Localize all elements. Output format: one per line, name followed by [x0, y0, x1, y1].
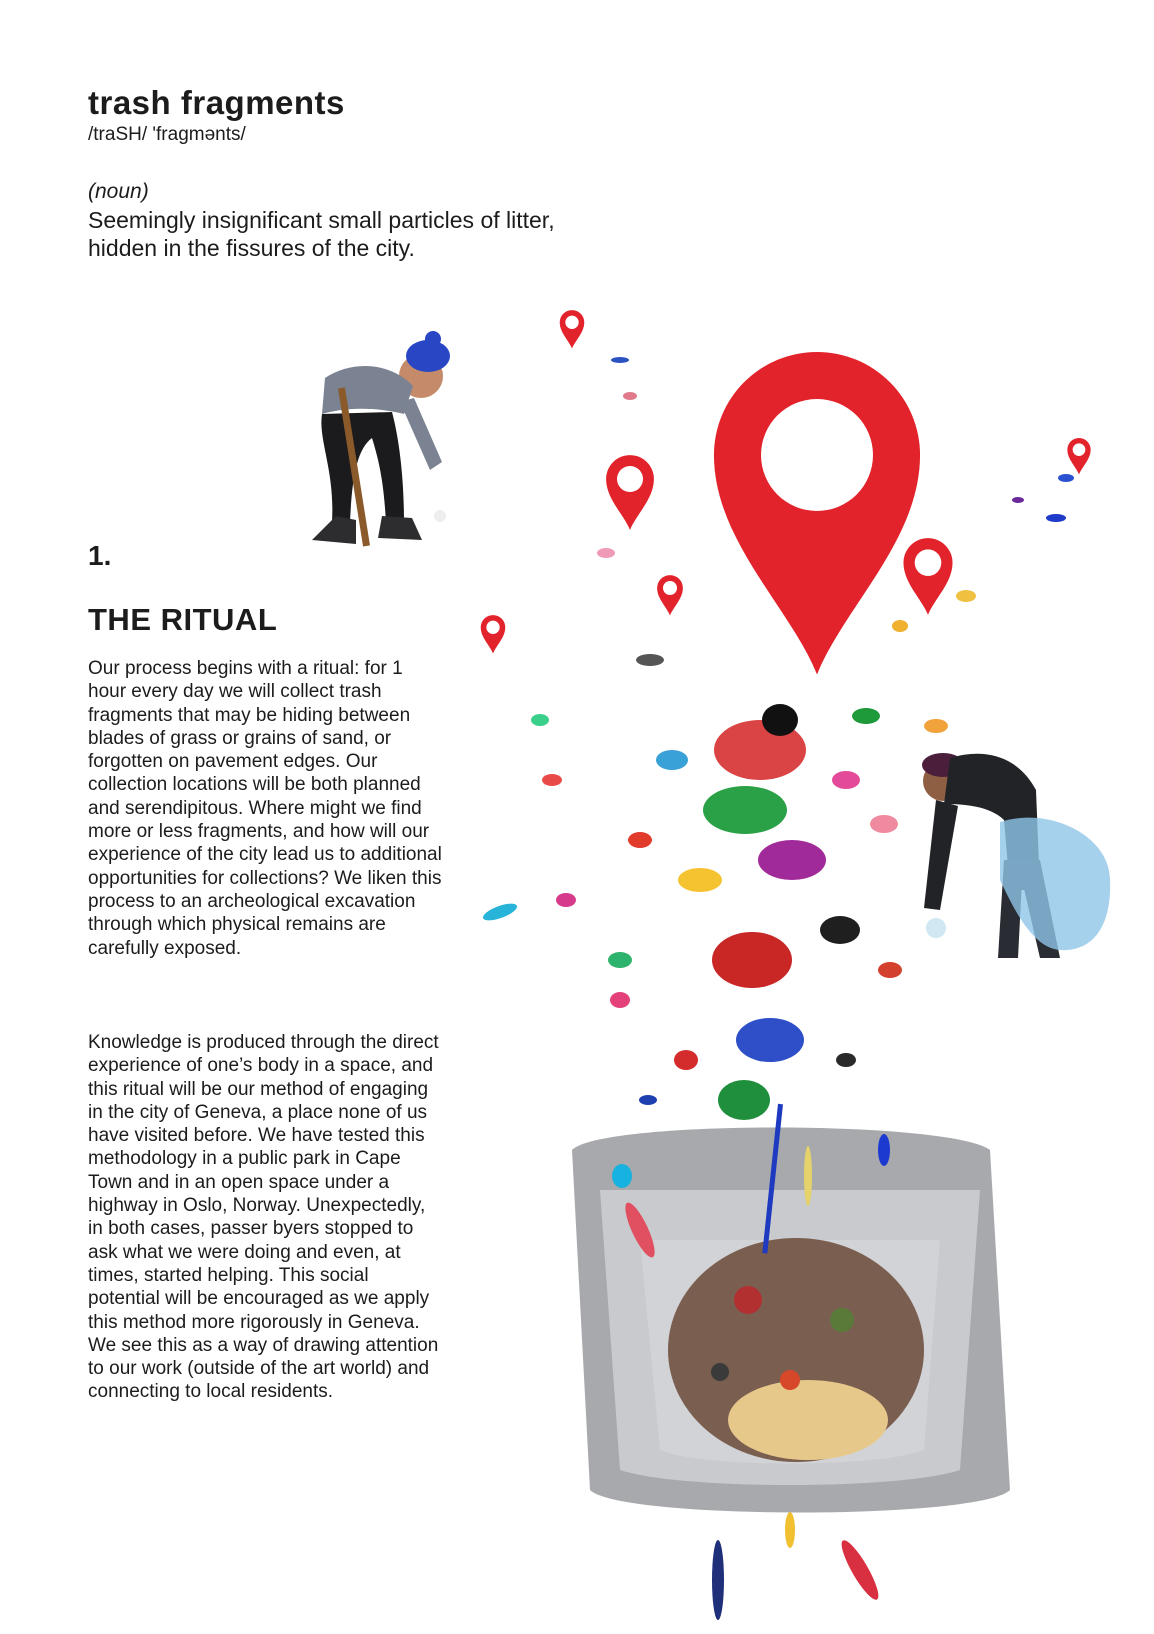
map-pin-icon — [606, 455, 654, 530]
part-of-speech: (noun) — [88, 180, 149, 203]
term-heading: trash fragments — [88, 84, 345, 121]
map-pin-icon — [903, 538, 952, 615]
body-paragraph: Our process begins with a ritual: for 1 hour every day we will collect trash fragments that may be hiding between blades of grass or grains of sand, or forgotten on pavement edges. Our collection locations will be both planned and serendipitous. Where might we find more or less fragments, and how will our experience of the city lead us to additional opportunities for collections? We liken this process to an archeological excavation through which physical remains are carefully exposed. — [88, 658, 442, 959]
map-pin-icon — [1067, 438, 1090, 474]
section-number: 1. — [88, 540, 112, 571]
grey-basin — [572, 1128, 1010, 1513]
person-collecting-with-stick — [312, 331, 450, 546]
section-title: THE RITUAL — [88, 602, 278, 637]
map-pin-icon — [481, 615, 506, 653]
definition-text: Seemingly insignificant small particles of litter, hidden in the fissures of the city. — [88, 207, 555, 261]
map-pin-icon — [560, 310, 585, 348]
map-pin-icon — [657, 575, 683, 615]
body-paragraph: Knowledge is produced through the direct experience of one’s body in a space, and this ritual will be our method of engaging in the city of Geneva, a place none of us have visited before. We have tested this methodology in a public park in Cape Town and in an open space under a highway in Oslo, Norway. Unexpectedly, in both cases, passer byers stopped to ask what we were doing and even, at times, started helping. This social potential will be encouraged as we apply this method more rigorously in Geneva. We see this as a way of drawing attention to our work (outside of the art world) and connecting to local residents. — [88, 1032, 439, 1403]
person-collecting-with-bag — [922, 753, 1110, 958]
map-pin-icon — [714, 352, 920, 675]
phonetic-spelling: /traSH/ 'fragmənts/ — [88, 124, 246, 145]
